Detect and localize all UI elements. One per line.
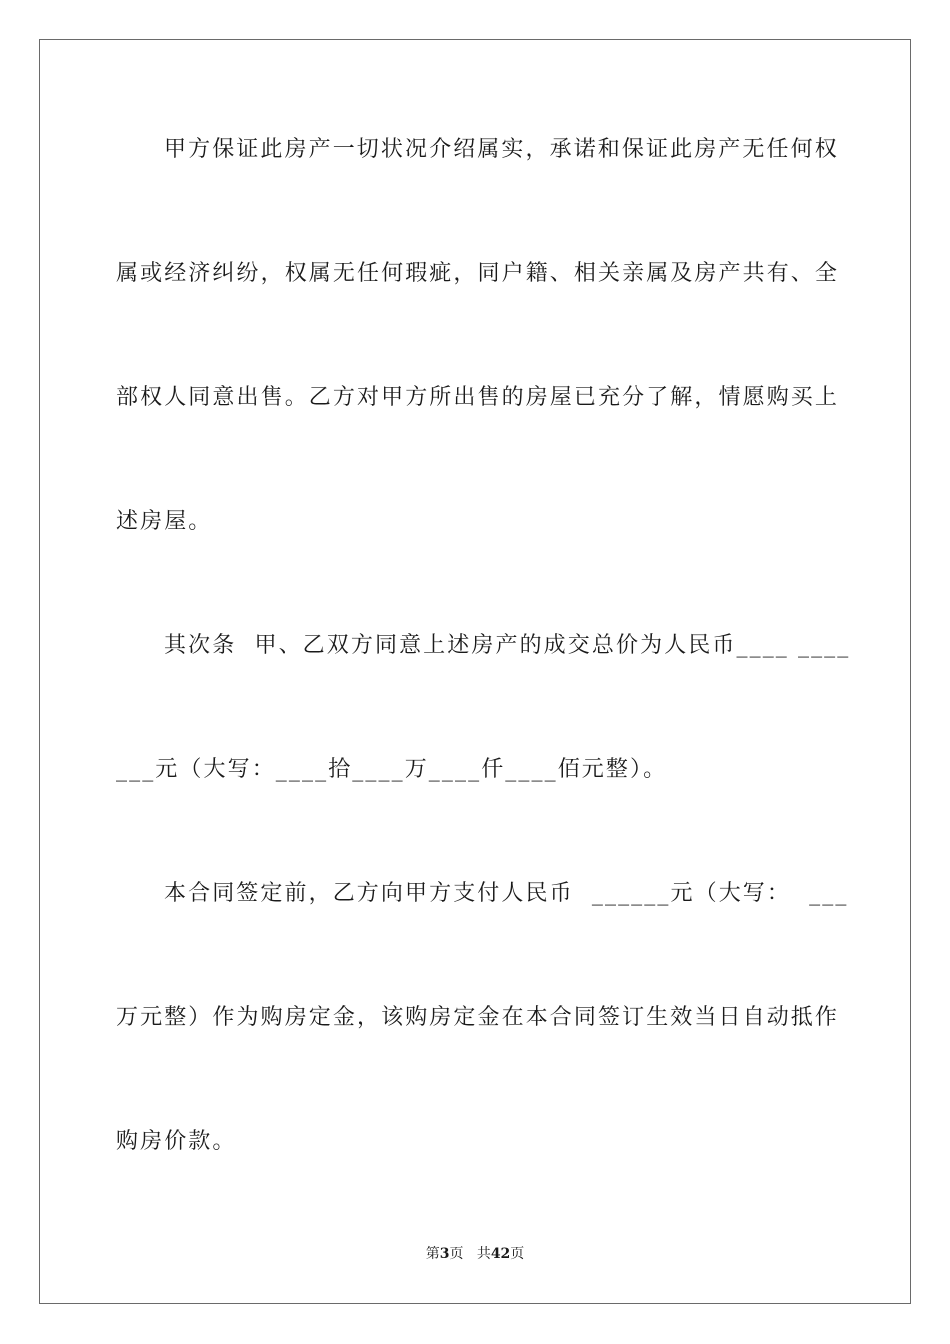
paragraph-1-line-3: 部权人同意出售。乙方对甲方所出售的房屋已充分了解，情愿购买上 bbox=[116, 385, 840, 410]
paragraph-1-line-1: 甲方保证此房产一切状况介绍属实，承诺和保证此房产无任何权 bbox=[164, 137, 839, 162]
paragraph-1-line-4: 述房屋。 bbox=[116, 509, 213, 534]
paragraph-2-line-2: ___元（大写：____拾____万____仟____佰元整）。 bbox=[116, 757, 668, 782]
page-prefix: 第 bbox=[425, 1246, 440, 1262]
page-footer bbox=[0, 1244, 950, 1264]
paragraph-2-line-1: 其次条 甲、乙双方同意上述房产的成交总价为人民币____ ____ bbox=[164, 633, 851, 658]
total-suffix: 页 bbox=[510, 1246, 525, 1262]
total-prefix: 共 bbox=[476, 1246, 491, 1262]
total-pages: 42 bbox=[490, 1246, 511, 1262]
page-number: 3 bbox=[439, 1246, 450, 1262]
paragraph-3-line-2: 万元整）作为购房定金，该购房定金在本合同签订生效当日自动抵作 bbox=[116, 1005, 840, 1030]
page-frame bbox=[39, 39, 911, 1304]
paragraph-3-line-3: 购房价款。 bbox=[116, 1129, 237, 1154]
paragraph-3-line-1: 本合同签定前，乙方向甲方支付人民币 ______元（大写： ___ bbox=[164, 881, 849, 906]
page-suffix: 页 bbox=[449, 1246, 464, 1262]
paragraph-1-line-2: 属或经济纠纷，权属无任何瑕疵，同户籍、相关亲属及房产共有、全 bbox=[116, 261, 840, 286]
